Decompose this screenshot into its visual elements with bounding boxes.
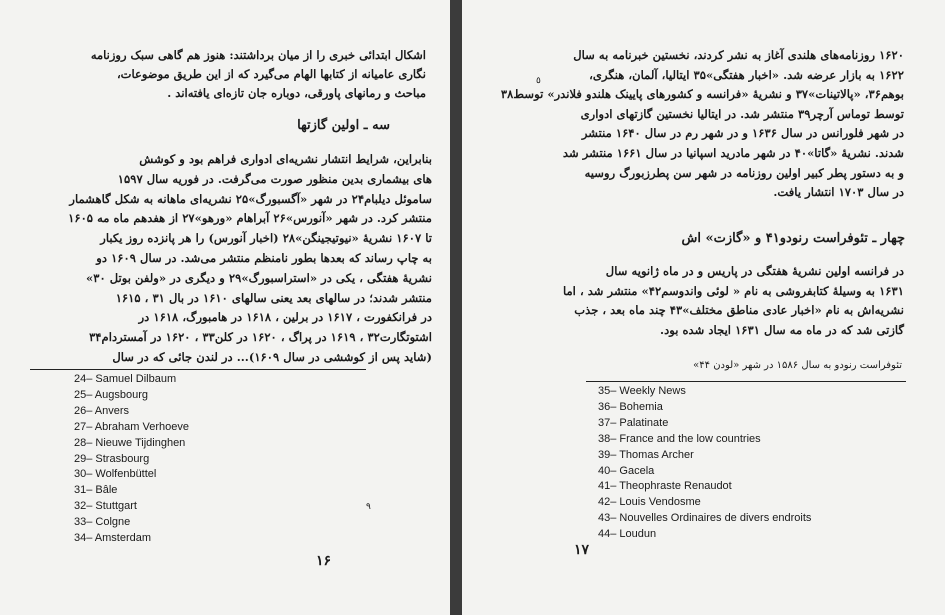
left-body-paragraph — [26, 150, 432, 368]
text-line: های بیشماری بدین منظور صورت می‌گرفت. در فوریه سال ۱۵۹۷ — [117, 171, 432, 186]
text-line: توسط توماس آرچر۳۹ منتشر شد. در ایتالیا نخستین گازتهای ادواری — [580, 106, 904, 121]
footnote: 28– Nieuwe Tijdinghen — [74, 436, 186, 449]
text-line: ساموئل دیلبام۲۴ در شهر «آگسبورگ»۲۵ نشریه‌ای ماهانه به شکل گاهشمار — [69, 191, 432, 206]
margin-mark: ٥ — [536, 76, 541, 86]
text-line: مباحث و رمانهای پاورقی، دوباره جان تازه‌ای یافته‌اند . — [167, 86, 426, 100]
text-line: منتشر کرد. در شهر «آنورس»۲۶ آبراهام «ورهو»۲۷ از هفدهم ماه مه ۱۶۰۵ — [68, 211, 432, 226]
section-heading: چهار ـ تئوفراست رنودو۴۱ و «گازت» اش — [681, 231, 905, 246]
footnote: 24– Samuel Dilbaum — [74, 373, 177, 385]
footnote: 30– Wolfenbüttel — [74, 468, 157, 481]
page-number: ۱۶ — [316, 553, 332, 569]
text-line: ۱۶۳۱ به وسیلهٔ کتابفروشی به نام « لوئی واندوسم۴۲» منتشر شد ، اما — [562, 283, 904, 298]
text-line: در شهر فلورانس در سال ۱۶۳۶ و در شهر رم در سال ۱۶۴۰ منتشر — [581, 126, 904, 141]
footnote: 43– Nouvelles Ordinaires de divers endroits — [598, 512, 812, 525]
section-heading: سه ـ اولین گازتها — [297, 118, 390, 133]
footnote: 37– Palatinate — [598, 416, 669, 429]
text-line: نگاری عامیانه از کتابها الهام می‌گیرد که از این طریق موضوعات، — [116, 67, 426, 81]
footnote: 42– Louis Vendosme — [598, 496, 701, 509]
text-line: تا ۱۶۰۷ نشریهٔ «نیوتیجینگن»۲۸ (اخبار آنورس) را هر پانزده روز یکبار — [100, 231, 432, 246]
text-line: ۱۶۲۲ به بازار عرضه شد. «اخبار هفتگی»۳۵ ایتالیا، آلمان، هنگری، — [589, 67, 904, 82]
footnote: 29– Strasbourg — [74, 452, 150, 465]
text-line: (شاید پس از کوششی در سال ۱۶۰۹)... در لندن جائی که در سال — [112, 349, 432, 364]
footnote: 39– Thomas Archer — [598, 448, 694, 461]
margin-mark: ٩ — [366, 502, 371, 512]
footnote: 33– Colgne — [74, 516, 131, 529]
page-number: ۱۷ — [574, 542, 590, 558]
text-line: منتشر شدند؛ در سالهای بعد یعنی سالهای ۱۶۱۰ در بال ۳۱ ، ۱۶۱۵ — [115, 290, 432, 305]
footnote-divider — [30, 369, 366, 370]
text-line: و به دستور پطر کبیر اولین روزنامه در شهر سن پطرزبورگ روسیه — [584, 165, 904, 180]
text-line: گازتی شد که در ماه مه سال ۱۶۳۱ ایجاد شده بود. — [660, 322, 904, 337]
footnotes-list — [74, 372, 189, 547]
book-gutter — [450, 0, 462, 615]
text-line: بنابراین، شرایط انتشار نشریه‌ای ادواری فراهم بود و کوشش — [139, 152, 432, 166]
footnote: 40– Gacela — [598, 464, 655, 477]
footnote-divider — [586, 381, 906, 382]
text-line: نشریهٔ هفتگی ، یکی در «استراسبورگ»۲۹ و دیگری در «ولفن بوتل ۳۰» — [86, 270, 432, 285]
left-page — [0, 0, 450, 615]
text-line: اشتوتگارت۳۲ ، ۱۶۱۹ در پراگ ، ۱۶۲۰ در کلن۳۳ ، ۱۶۲۰ در آمستردام۳۴ — [89, 330, 432, 345]
text-line: اشکال ابتدائی خبری را از میان برداشتند: هنوز هم گاهی سبک روزنامه‌ — [90, 48, 426, 62]
text-line: شدند. نشریهٔ «گاتا»۴۰ در شهر مادرید اسپانیا در سال ۱۶۶۱ منتشر شد — [562, 145, 904, 160]
footnote: 31– Bâle — [74, 484, 118, 497]
text-line: نشریه‌اش به نام «اخبار عادی مناطق مختلف»۴۳ چند ماه بعد ، جذب — [574, 303, 904, 318]
text-line: ۱۶۲۰ روزنامه‌های هلندی آغاز به نشر کردند، نخستین خبرنامه به سال — [573, 48, 904, 62]
right-body-paragraph — [500, 46, 904, 203]
right-page — [462, 0, 945, 615]
text-line: در فرانسه اولین نشریهٔ هفتگی در پاریس و در ماه ژانویه سال — [605, 264, 904, 278]
footnote: 36– Bohemia — [598, 400, 663, 413]
text-line: در فرانکفورت ، ۱۶۱۷ در برلین ، ۱۶۱۸ در هامبورگ، ۱۶۱۸ در — [138, 310, 432, 325]
text-line: در سال ۱۷۰۳ انتشار یافت. — [773, 185, 904, 200]
text-line: بوهم۳۶، «پالاتینات»۳۷ و نشریهٔ «فرانسه و کشورهای پایینک هلندو فلاندر» توسط۳۸ — [500, 87, 904, 102]
footnote: 35– Weekly News — [598, 385, 686, 397]
right-body-paragraph-2 — [542, 262, 904, 340]
footnote: 26– Anvers — [74, 404, 130, 417]
left-intro-paragraph — [28, 46, 426, 103]
footnote: 32– Stuttgart — [74, 500, 137, 513]
footnotes-list — [598, 384, 811, 543]
footnote: 25– Augsbourg — [74, 388, 149, 401]
footnote: 44– Loudun — [598, 528, 657, 541]
text-line: به چاپ رساند که بعدها بطور نامنظم منتشر می‌شد. در سال ۱۶۰۹ دو — [96, 250, 432, 265]
footnote: 41– Theophraste Renaudot — [598, 480, 732, 493]
footnote: 38– France and the low countries — [598, 432, 761, 445]
footnote: 27– Abraham Verhoeve — [74, 420, 189, 433]
footnote-continuation: تئوفراست رنودو به سال ۱۵۸۶ در شهر «لودن ۴۴» — [693, 360, 902, 371]
footnote: 34– Amsterdam — [74, 532, 152, 545]
